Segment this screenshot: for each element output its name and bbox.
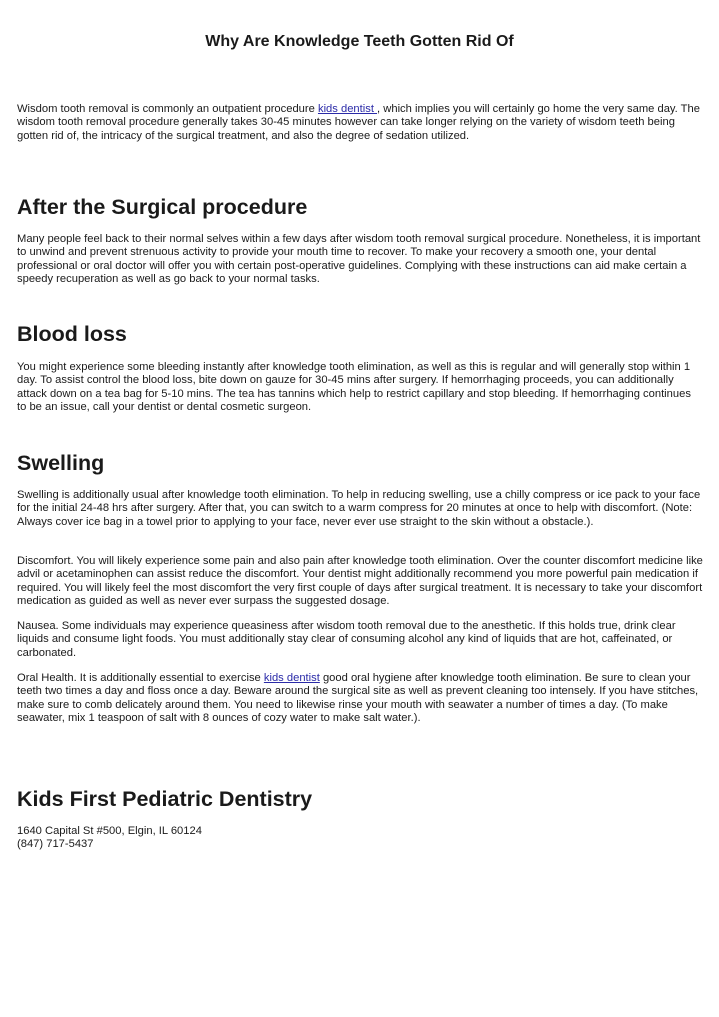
business-phone: (847) 717-5437 — [17, 838, 94, 851]
swelling-heading: Swelling — [17, 451, 105, 475]
oral-health-text-before: Oral Health. It is additionally essential to exercise — [17, 672, 264, 684]
oral-health-body — [17, 672, 703, 725]
intro-paragraph — [17, 103, 703, 143]
blood-loss-section — [17, 321, 703, 347]
discomfort-body — [17, 555, 703, 608]
after-surgery-heading: After the Surgical procedure — [17, 195, 308, 219]
oral-health-paragraph — [17, 672, 703, 725]
intro-text-after: , which implies you will certainly go home the very same day. The wisdom tooth removal procedure generally takes 30-45 minutes however can take longer relying on the variety of wisdom teeth being gotten rid of, the intricacy of the surgical treatment, and also the degree of sedation utilized. — [17, 103, 700, 142]
intro-section — [17, 103, 703, 143]
document-title: Why Are Knowledge Teeth Gotten Rid Of — [205, 33, 514, 50]
kids-dentist-link-2[interactable]: kids dentist — [263, 672, 320, 684]
blood-loss-body — [17, 361, 703, 414]
swelling-paragraph: Swelling is additionally usual after knowledge tooth elimination. To help in reducing swelling, use a chilly compress or ice pack to your face for the initial 24-48 hrs after surgery. After that, you can switch to a warm compress for 20 minutes at once to help with discomfort. (Note: Always cover ice bag in a towel prior to applying to your face, never ever use straight to the skin without a obstacle.). — [17, 489, 701, 528]
blood-loss-heading: Blood loss — [17, 322, 127, 346]
after-surgery-body — [17, 233, 703, 286]
business-address: 1640 Capital St #500, Elgin, IL 60124 — [17, 825, 202, 837]
business-section — [17, 786, 703, 812]
discomfort-paragraph: Discomfort. You will likely experience some pain and also pain after knowledge tooth elimination. Over the counter discomfort medicine like advil or acetaminophen can assist reduce the discomfort. Your dentist might additionally recommend you more powerful pain medication if required. You will likely feel the most discomfort the very first couple of days after surgical treatment. It is necessary to take your discomfort medication as guided as well as never ever surpass the suggested dosage. — [17, 555, 703, 607]
business-contact — [17, 825, 703, 852]
business-heading: Kids First Pediatric Dentistry — [17, 787, 313, 811]
blood-loss-paragraph: You might experience some bleeding instantly after knowledge tooth elimination, as well as this is regular and will generally stop within 1 day. To assist control the blood loss, bite down on gauze for 30-45 mins after surgery. If hemorrhaging proceeds, you can additionally attack down on a tea bag for 5-10 mins. The tea has tannins which help to restrict capillary and stop bleeding. If hemorrhaging continues to be an issue, call your dentist or dental cosmetic surgeon. — [17, 361, 691, 413]
nausea-body — [17, 620, 703, 660]
nausea-paragraph: Nausea. Some individuals may experience queasiness after wisdom tooth removal due to the anesthetic. If this holds true, drink clear liquids and consume light foods. You must additionally stay clear of consuming alcohol any kind of liquids that are hot, caffeinated, or carbonated. — [17, 620, 676, 659]
after-surgery-section — [17, 194, 703, 220]
intro-text-before: Wisdom tooth removal is commonly an outpatient procedure — [17, 103, 318, 115]
oral-health-text-after: good oral hygiene after knowledge tooth elimination. Be sure to clean your teeth two times a day and floss once a day. Beware around the surgical site as well as prevent cleaning too intensely. If you have stitches, make sure to comb delicately around them. You need to likewise rinse your mouth with seawater a number of times a day. (To make seawater, mix 1 teaspoon of salt with 8 ounces of cozy water to make salt water.). — [17, 672, 699, 724]
swelling-body — [17, 489, 703, 529]
kids-dentist-link[interactable]: kids dentist — [317, 103, 378, 115]
swelling-section — [17, 450, 703, 476]
after-surgery-paragraph: Many people feel back to their normal selves within a few days after wisdom tooth removal surgical procedure. Nonetheless, it is important to unwind and prevent strenuous activity to provide your mouth time to recover. To make your recovery a smooth one, your dental professional or oral doctor will offer you with certain post-operative guidelines. Complying with these instructions can aid make certain a speedy recuperation as well as go back to your normal tasks. — [17, 233, 701, 285]
